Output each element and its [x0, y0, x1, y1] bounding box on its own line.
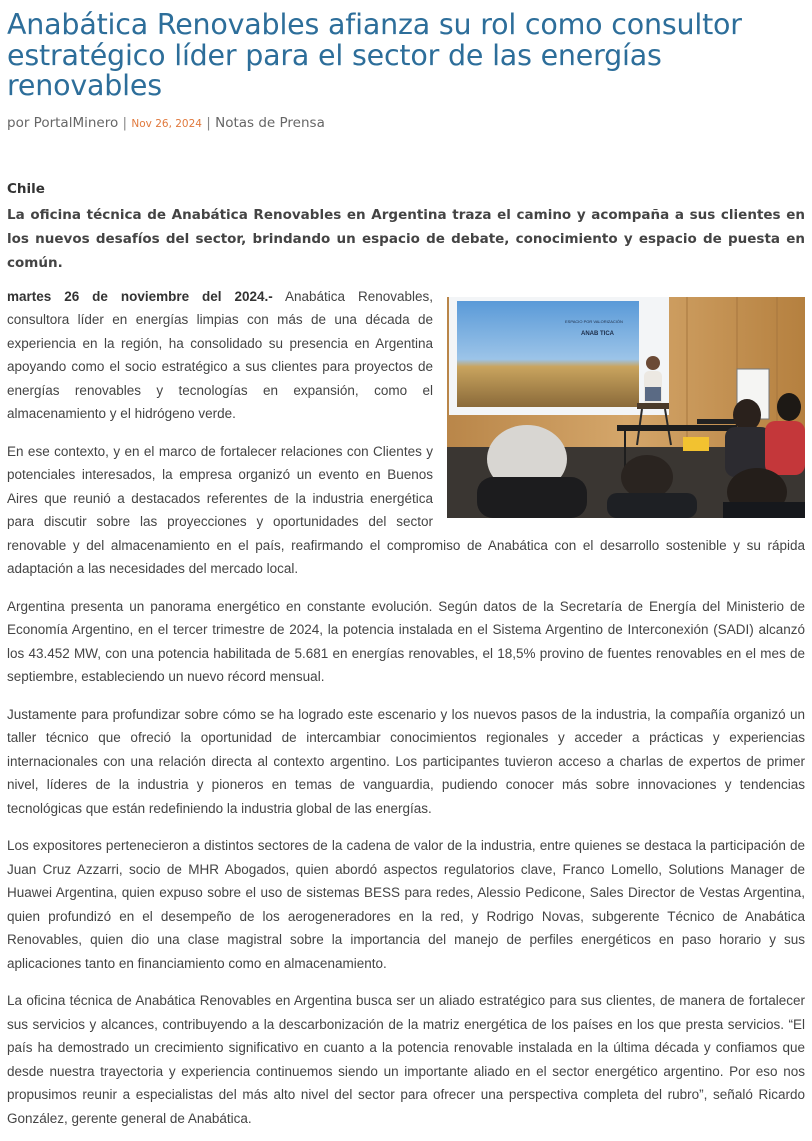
meta-separator: |	[118, 114, 132, 131]
event-photo-illustration	[447, 297, 805, 518]
meta-separator: |	[201, 114, 216, 131]
paragraph: Justamente para profundizar sobre cómo se ha logrado este escenario y los nuevos pasos de la industria, la compañía organizó un taller técnico que ofreció la oportunidad de intercambiar conocimientos regionales y acceder a prácticas y experiencias internacionales con una relación directa al contexto argentino. Los participantes tuvieron acceso a charlas de expertos de primer nivel, líderes de la industria y pioneros en temas de vanguardia, pudiendo conocer más sobre innovaciones y tendencias tecnológicas que están redefiniendo la industria global de las energías.	[7, 706, 805, 816]
paragraph	[7, 285, 805, 426]
paragraph: Argentina presenta un panorama energético en constante evolución. Según datos de la Secretaría de Energía del Ministerio de Economía Argentino, en el tercer trimestre de 2024, la potencia instalada en el Sistema Argentino de Interconexión (SADI) alcanzó los 43.452 MW, con una potencia habilitada de 5.681 en energías renovables, el 18,5% provino de fuentes renovables en el mes de septiembre, estableciendo un nuevo récord mensual.	[7, 598, 805, 684]
publish-date: Nov 26, 2024	[131, 117, 202, 130]
paragraph: Los expositores pertenecieron a distintos sectores de la cadena de valor de la industria, entre quienes se destaca la participación de Juan Cruz Azzarri, socio de MHR Abogados, quien abordó aspectos regulatorios clave, Franco Lomello, Solutions Manager de Huawei Argentina, quien expuso sobre el uso de sistemas BESS para redes, Alessio Pedicone, Sales Director de Vestas Argentina, quien profundizó en el desempeño de los aerogeneradores en la red, y Rodrigo Novas, subgerente Técnico de Anabática Renovables, quien dio una clase magistral sobre la importancia del manejo de perfiles energéticos en paso horario y sus aplicaciones tanto en financiamiento como en almacenamiento.	[7, 838, 805, 971]
article-title: Anabática Renovables afianza su rol como consultor estratégico líder para el sector de las energías renovables	[7, 8, 742, 102]
screen-logo: ANAB TICA	[581, 330, 614, 337]
article-lead: La oficina técnica de Anabática Renovables en Argentina traza el camino y acompaña a sus clientes en los nuevos desafíos del sector, brindando un espacio de debate, conocimiento y espacio de puesta en común.	[7, 206, 805, 271]
article-body	[7, 285, 805, 1131]
country-label: Chile	[7, 180, 45, 197]
author-prefix: por	[7, 114, 34, 131]
screen-caption: ESPACIO POR VALORIZACIÓN	[565, 318, 623, 324]
paragraph: En ese contexto, y en el marco de fortalecer relaciones con Clientes y potenciales interesados, la empresa organizó un evento en Buenos Aires que reunió a destacados referentes de la industria energética para discutir sobre las proyecciones y oportunidades del sector renovable y del almacenamiento en el país, reafirmando el compromiso de Anabática con el desarrollo sostenible y su rápida adaptación a las necesidades del mercado local.	[7, 443, 805, 576]
event-photo	[447, 297, 805, 518]
category-link[interactable]: Notas de Prensa	[215, 114, 325, 131]
paragraph: La oficina técnica de Anabática Renovables en Argentina busca ser un aliado estratégico para sus clientes, de manera de fortalecer sus servicios y alcances, contribuyendo a la descarbonización de la matriz energética de los países en los que presta servicios. “El país ha demostrado un crecimiento significativo en cuanto a la potencia renovable instalada en la última década y confiamos que desde nuestra trayectoria y experiencia continuemos siendo un importante aliado en el sector energético argentino. Por eso nos propusimos reunir a especialistas del más alto nivel del sector para ofrecer una perspectiva completa del rubro”, señaló Ricardo González, gerente general de Anabática.	[7, 993, 805, 1126]
article-dateline: martes 26 de noviembre del 2024.-	[7, 288, 273, 304]
paragraph-text: Anabática Renovables, consultora líder en energías limpias con más de una década de experiencia en la región, ha consolidado su presencia en Argentina apoyando como el socio estratégico a sus clientes para proyectos de energías renovables y tecnologías en expansión, como el almacenamiento y el hidrógeno verde.	[7, 288, 433, 421]
article	[0, 10, 812, 1130]
article-meta	[7, 115, 805, 131]
author-link[interactable]: PortalMinero	[33, 114, 119, 131]
